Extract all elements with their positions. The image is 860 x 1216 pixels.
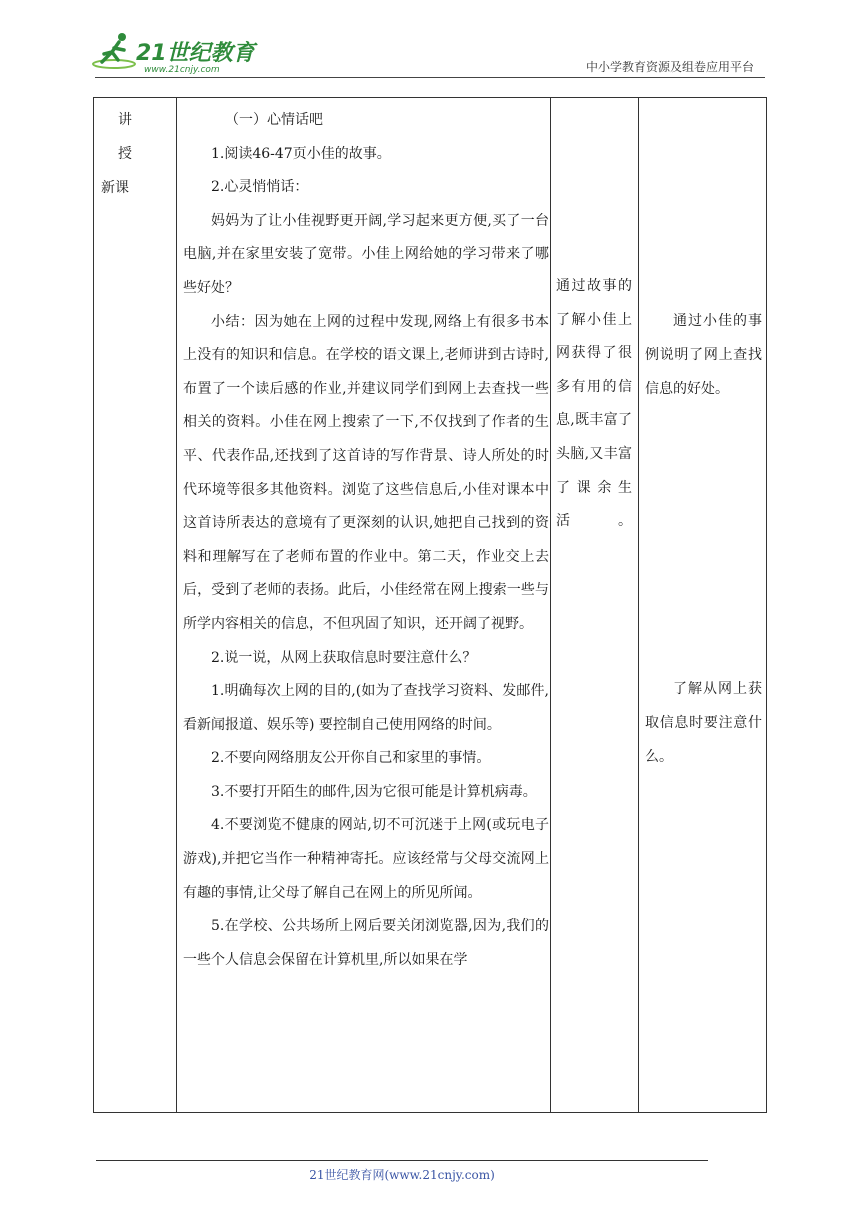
table-divider-2 bbox=[550, 97, 551, 1112]
table-bottom-border bbox=[93, 1112, 767, 1113]
content-paragraph: 1.明确每次上网的目的,(如为了查找学习资料、发邮件,看新闻报道、娱乐等) 要控制自己使用网络的时间。 bbox=[183, 683, 549, 733]
logo-text: 21世纪教育 bbox=[136, 41, 255, 66]
design-intent-text-2: 了解从网上获取信息时要注意什么。 bbox=[645, 681, 762, 765]
design-intent-note-1 bbox=[645, 304, 762, 406]
student-activity-text: 通过故事的了解小佳上网获得了很多有用的信息,既丰富了头脑,又丰富了课余生活。 bbox=[556, 278, 632, 530]
table-border-left bbox=[93, 97, 94, 1112]
content-paragraph: 2.说一说，从网上获取信息时要注意什么？ bbox=[211, 649, 477, 666]
page-header bbox=[0, 0, 860, 80]
section-label bbox=[96, 103, 176, 205]
content-paragraph: 妈妈为了让小佳视野更开阔,学习起来更方便,买了一台电脑,并在家里安装了宽带。小佳上网给她的学习带来了哪些好处？ bbox=[183, 212, 549, 296]
footer-divider bbox=[96, 1160, 708, 1161]
content-heading: （一）心情话吧 bbox=[225, 112, 323, 128]
running-figure-icon bbox=[92, 30, 138, 70]
platform-label: 中小学教育资源及组卷应用平台 bbox=[585, 60, 754, 74]
section-label-line-2: 新课 bbox=[101, 180, 129, 196]
content-paragraph: 2.心灵悄悄话： bbox=[211, 179, 309, 196]
student-activity-column bbox=[556, 270, 632, 539]
content-paragraph: 1.阅读46-47页小佳的故事。 bbox=[211, 145, 391, 162]
content-paragraph: 5.在学校、公共场所上网后要关闭浏览器,因为,我们的一些个人信息会保留在计算机里,所以如果在学 bbox=[183, 918, 549, 968]
table-border-right bbox=[766, 97, 767, 1112]
content-paragraph: 4.不要浏览不健康的网站,切不可沉迷于上网(或玩电子游戏),并把它当作一种精神寄托。应该经常与父母交流网上有趣的事情,让父母了解自己在网上的所见所闻。 bbox=[183, 817, 549, 901]
design-intent-text-1: 通过小佳的事例说明了网上查找信息的好处。 bbox=[645, 313, 762, 397]
logo-url: www.21cnjy.com bbox=[144, 65, 220, 75]
teaching-content bbox=[183, 104, 549, 977]
design-intent-note-2 bbox=[645, 672, 762, 774]
site-logo bbox=[92, 30, 262, 80]
section-label-line-1: 讲 授 bbox=[118, 112, 141, 162]
content-paragraph: 3.不要打开陌生的邮件,因为它很可能是计算机病毒。 bbox=[211, 783, 537, 800]
content-summary: 小结：因为她在上网的过程中发现,网络上有很多书本上没有的知识和信息。在学校的语文课上,老师讲到古诗时,布置了一个读后感的作业,并建议同学们到网上去查找一些相关的资料。小佳在网上搜索了一下,不仅找到了作者的生平、代表作品,还找到了这首诗的写作背景、诗人所处的时代环境等很多其他资料。浏览了这些信息后,小佳对课本中这首诗所表达的意境有了更深刻的认识,她把自己找到的资料和理解写在了老师布置的作业中。第二天，作业交上去后，受到了老师的表扬。此后，小佳经常在网上搜索一些与所学内容相关的信息，不但巩固了知识，还开阔了视野。 bbox=[183, 313, 549, 632]
table-divider-3 bbox=[638, 97, 639, 1112]
table-top-border bbox=[93, 97, 767, 98]
footer-text: 21世纪教育网(www.21cnjy.com) bbox=[309, 1168, 495, 1182]
header-divider bbox=[95, 77, 765, 78]
content-paragraph: 2.不要向网络朋友公开你自己和家里的事情。 bbox=[211, 750, 491, 767]
table-divider-1 bbox=[176, 97, 177, 1112]
